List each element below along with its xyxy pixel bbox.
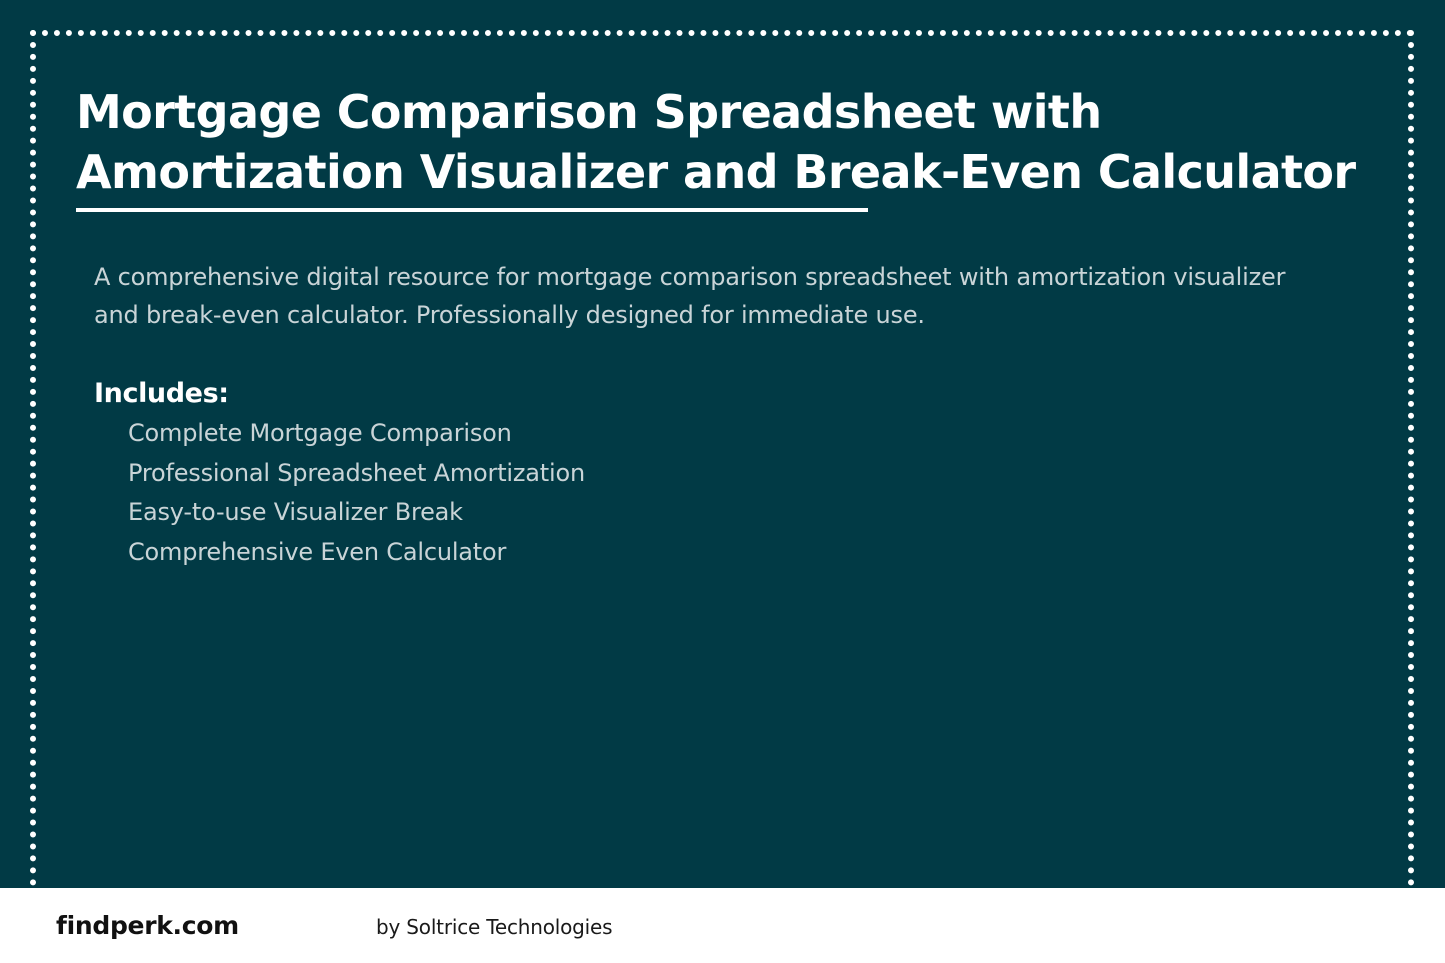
page-title: Mortgage Comparison Spreadsheet with Amortization Visualizer and Break-Even Calculator [76,85,1356,199]
list-item: Complete Mortgage Comparison [128,419,512,447]
footer-site-name: findperk.com [56,911,239,940]
includes-heading: Includes: [94,378,229,409]
list-item: Easy-to-use Visualizer Break [128,498,463,526]
title-underline [76,208,868,212]
content-area [76,82,1366,572]
description-text: A comprehensive digital resource for mortgage comparison spreadsheet with amortization visualizer and break-even calculator. Professionally designed for immediate use. [94,263,1286,329]
list-item: Professional Spreadsheet Amortization [128,458,585,487]
footer-byline: by Soltrice Technologies [376,915,613,939]
list-item: Comprehensive Even Calculator [128,537,507,566]
includes-list [128,414,1366,572]
footer-bar [0,888,1445,963]
